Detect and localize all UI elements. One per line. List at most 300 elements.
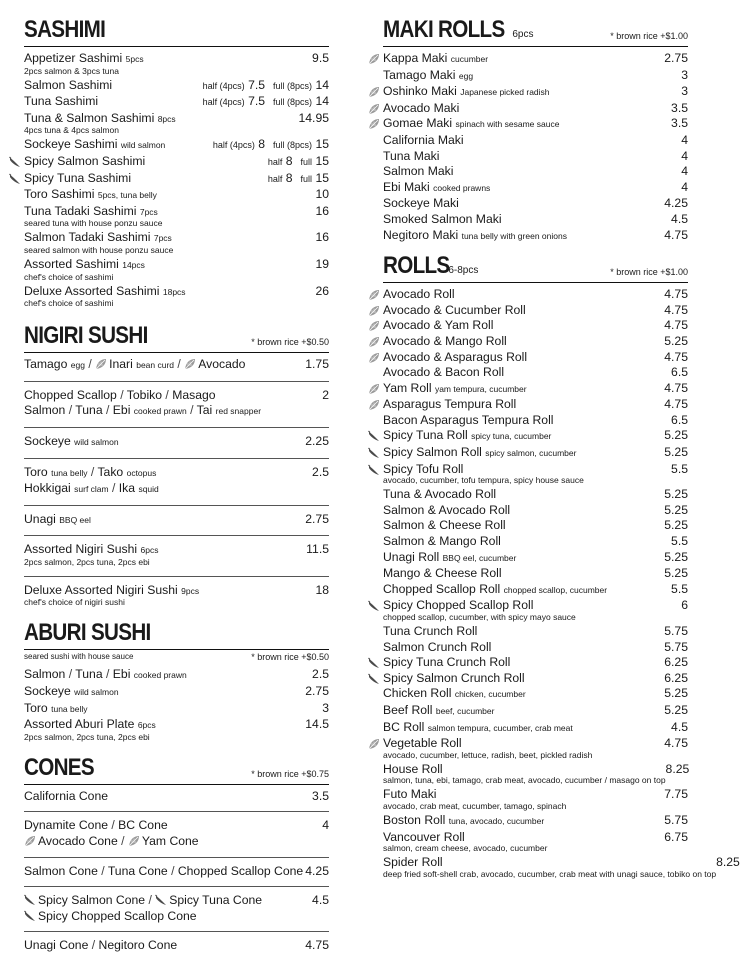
menu-item-name: Hokkigai: [24, 481, 71, 496]
menu-item-group: [24, 505, 329, 529]
menu-item-price: [260, 154, 329, 171]
menu-item-detail: octopus: [126, 467, 157, 478]
separator: /: [120, 387, 124, 402]
menu-item-name-block: [383, 550, 516, 567]
menu-item-group: [24, 684, 329, 701]
menu-item-name: Unagi: [24, 511, 56, 526]
menu-item-name-block: [383, 196, 459, 212]
vegetarian-leaf-icon: [368, 305, 380, 317]
menu-item-group: [24, 931, 329, 954]
menu-item-price: 5.25: [664, 549, 688, 564]
menu-item-name: Ebi Maki: [383, 179, 430, 194]
menu-item-name: Inari: [109, 357, 133, 372]
menu-item-name-block: [383, 84, 550, 101]
menu-item-detail: egg: [458, 70, 474, 81]
menu-item-price: 4.5: [671, 719, 688, 734]
menu-item-price: 5.5: [671, 461, 688, 476]
menu-item-price: 6.5: [671, 365, 688, 380]
menu-item-detail: 14pcs: [122, 259, 145, 270]
full-label: full: [300, 156, 313, 167]
brown-rice-note: * brown rice +$1.00: [610, 31, 688, 41]
vegetarian-leaf-icon: [368, 103, 380, 115]
menu-item-detail: chicken, cucumber: [454, 689, 526, 700]
menu-item: [383, 381, 688, 398]
left-column: [24, 16, 329, 954]
menu-item-price: 6.25: [664, 670, 688, 685]
menu-item-name-block: [383, 640, 491, 656]
menu-item-name: Negitoro Maki: [383, 227, 459, 242]
menu-item-line: [24, 667, 187, 684]
menu-item: [383, 318, 688, 334]
menu-item-detail: surf clam: [74, 484, 109, 495]
menu-item-detail: 6pcs: [137, 720, 156, 731]
menu-item-price: 4.75: [664, 380, 688, 395]
menu-item-name: Yam Roll: [383, 380, 432, 395]
menu-item-name-block: [24, 137, 165, 154]
full-label: full (8pcs): [273, 97, 313, 108]
menu-item-name: Dynamite Cone: [24, 818, 108, 833]
spicy-chili-icon: [368, 447, 380, 459]
menu-item-price: 4: [681, 164, 688, 179]
menu-item-name: Spicy Tofu Roll: [383, 461, 464, 476]
menu-item-name-block: [24, 171, 131, 187]
spicy-chili-icon: [9, 173, 21, 185]
full-price: 14: [315, 77, 329, 92]
menu-item-detail: tuna, avocado, cucumber: [448, 815, 545, 826]
menu-item: [383, 133, 688, 149]
vegetarian-leaf-icon: [368, 399, 380, 411]
menu-item-name: Tai: [196, 403, 213, 418]
menu-item-name-block: [383, 855, 716, 881]
menu-item: [383, 686, 688, 703]
menu-item: [383, 598, 688, 624]
menu-item-detail: chopped scallop, cucumber: [503, 584, 608, 595]
menu-item-detail: spicy tuna, cucumber: [471, 431, 552, 442]
menu-item-group-names: [24, 583, 199, 610]
menu-item-line: [24, 357, 245, 374]
menu-item: [24, 284, 329, 311]
menu-item-line: [24, 909, 262, 925]
menu-item-price: 6.5: [671, 412, 688, 427]
vegetarian-leaf-icon: [184, 358, 196, 370]
menu-item-line: [24, 481, 159, 498]
menu-item-name: Salmon: [24, 403, 66, 418]
aburi-description-row: [24, 652, 329, 665]
separator: /: [171, 863, 175, 878]
menu-item-group-names: [24, 434, 119, 451]
menu-item-name: Bacon Asparagus Tempura Roll: [383, 412, 554, 427]
menu-item: [383, 640, 688, 656]
menu-item-name: Sockeye: [24, 684, 71, 699]
menu-item-group: [24, 811, 329, 849]
menu-item-price: 3.5: [671, 100, 688, 115]
menu-item-name: Spicy Tuna Roll: [383, 428, 468, 443]
menu-item-name: Tuna: [75, 403, 103, 418]
brown-rice-note: * brown rice +$0.75: [251, 768, 329, 779]
menu-item-name: Avocado & Yam Roll: [383, 318, 494, 333]
menu-item-group: [24, 381, 329, 420]
menu-item-name-block: [383, 381, 527, 398]
menu-item-detail: wild salmon: [120, 140, 166, 151]
menu-item-group-names: [24, 717, 156, 744]
spicy-chili-icon: [9, 156, 21, 168]
menu-item-price: 5.25: [664, 428, 688, 443]
menu-item: [383, 518, 688, 534]
menu-item-name: Unagi Roll: [383, 549, 440, 564]
menu-item-name: Avocado & Bacon Roll: [383, 365, 505, 380]
separator: /: [177, 357, 181, 372]
separator: /: [112, 481, 116, 496]
menu-item-price: 4.75: [664, 397, 688, 412]
menu-item-name: Tuna Cone: [107, 863, 168, 878]
menu-item-name: Tuna Sashimi: [24, 94, 99, 109]
menu-item-name-block: [383, 318, 493, 334]
menu-item-name: Spicy Chopped Scallop Roll: [383, 598, 534, 613]
menu-item-name-block: [383, 228, 567, 245]
menu-item-name: Ebi: [112, 403, 131, 418]
menu-item-price: 2.5: [312, 464, 329, 479]
menu-item-name-block: [24, 111, 176, 138]
menu-item-detail: tuna belly with green onions: [461, 230, 567, 241]
menu-item-name: California Cone: [24, 788, 109, 803]
full-price: 15: [315, 153, 329, 168]
half-price: 7.5: [248, 77, 266, 92]
menu-item-price: 5.75: [664, 639, 688, 654]
cones-section: [24, 754, 329, 954]
vegetarian-leaf-icon: [368, 320, 380, 332]
aburi-description: seared sushi with house sauce: [24, 652, 134, 662]
menu-item: [383, 462, 688, 488]
menu-item-name: Salmon Crunch Roll: [383, 639, 492, 654]
menu-item-description: salmon, tuna, ebi, tamago, crab meat, avocado, cucumber / masago on top: [383, 775, 666, 786]
menu-item-name: Sockeye Maki: [383, 196, 459, 211]
menu-item-name: Smoked Salmon Maki: [383, 211, 502, 226]
menu-item: [383, 84, 688, 101]
half-label: half: [267, 156, 283, 167]
menu-item-name: Salmon & Mango Roll: [383, 534, 501, 549]
menu-item: [383, 212, 688, 228]
menu-item-group: [24, 701, 329, 718]
vegetarian-leaf-icon: [95, 358, 107, 370]
menu-item-price: 4.5: [312, 893, 329, 908]
menu-item-name-block: [383, 813, 544, 830]
menu-item: [383, 228, 688, 245]
separator: /: [190, 403, 194, 418]
menu-item: [383, 830, 688, 856]
spicy-chili-icon: [24, 894, 36, 906]
half-label: half (4pcs): [212, 140, 255, 151]
menu-item-name-block: [383, 503, 510, 519]
menu-item-line: [24, 834, 199, 850]
menu-item-group: [24, 357, 329, 374]
menu-item-detail: BBQ eel: [59, 514, 91, 525]
menu-item-name: Tamago: [24, 357, 68, 372]
menu-item-detail: 7pcs: [139, 206, 158, 217]
menu-item-name: Chopped Scallop: [24, 387, 117, 402]
menu-item: [383, 164, 688, 180]
spicy-chili-icon: [368, 600, 380, 612]
menu-item: [383, 68, 688, 85]
menu-item: [24, 187, 329, 204]
menu-item-group-names: [24, 701, 88, 718]
menu-item-detail: spicy salmon, cucumber: [485, 448, 577, 459]
menu-item: [383, 550, 688, 567]
menu-item-name-block: [383, 566, 502, 582]
menu-item-price: 26: [315, 283, 329, 298]
menu-item-description: deep fried soft-shell crab, avocado, cucumber, crab meat with unagi sauce, tobiko on top: [383, 868, 717, 879]
menu-item-name-block: [383, 212, 502, 228]
menu-item-name: Chopped Scallop Cone: [177, 863, 304, 878]
menu-item-description: avocado, cucumber, lettuce, radish, beet, pickled radish: [383, 749, 593, 760]
menu-item-line: [24, 938, 177, 954]
menu-item-price: 7.75: [664, 787, 688, 802]
menu-item: [24, 204, 329, 231]
menu-item-price: 5.25: [664, 502, 688, 517]
menu-item-name-block: [383, 350, 527, 366]
menu-item-price: [260, 171, 329, 188]
menu-item-name: Oshinko Maki: [383, 84, 457, 99]
full-price: 15: [315, 137, 329, 152]
separator: /: [111, 818, 115, 833]
menu-item-price: 3: [322, 700, 329, 715]
spicy-chili-icon: [155, 894, 167, 906]
menu-item-name: Spicy Tuna Sashimi: [24, 170, 132, 185]
maki-title: MAKI ROLLS: [383, 16, 505, 43]
menu-item-group-names: [24, 684, 119, 701]
menu-item-name: Masago: [172, 387, 216, 402]
menu-item-price: 5.25: [664, 702, 688, 717]
menu-item-line: [24, 465, 159, 482]
separator: /: [165, 387, 169, 402]
menu-item: [383, 487, 688, 503]
menu-item-name-block: [24, 204, 162, 231]
menu-item: [383, 582, 688, 599]
menu-item-name: Deluxe Assorted Nigiri Sushi: [24, 582, 178, 597]
menu-item-name: Tobiko: [126, 387, 163, 402]
cones-section-header: [24, 754, 329, 785]
full-price: 15: [315, 170, 329, 185]
menu-item-name: Assorted Sashimi: [24, 256, 119, 271]
menu-item-price: 5.5: [671, 534, 688, 549]
menu-item-price: 5.75: [664, 812, 688, 827]
half-price: 8: [285, 170, 293, 185]
vegetarian-leaf-icon: [368, 289, 380, 301]
menu-item-description: 2pcs salmon, 2pcs tuna, 2pcs ebi: [24, 556, 150, 567]
rolls-section-header: [383, 252, 688, 283]
menu-item-name-block: [383, 51, 488, 68]
menu-item-name-block: [383, 397, 516, 413]
menu-item: [383, 624, 688, 640]
menu-item-name-block: [383, 518, 506, 534]
menu-item-price: 4.25: [305, 863, 329, 878]
menu-item-name: Toro: [24, 464, 48, 479]
menu-item-name: Ika: [118, 481, 136, 496]
menu-item-price: 2.75: [305, 511, 329, 526]
menu-item-description: chef's choice of nigiri sushi: [24, 597, 125, 608]
menu-item: [383, 566, 688, 582]
menu-item-name: Spicy Salmon Crunch Roll: [383, 670, 525, 685]
menu-item: [383, 350, 688, 366]
menu-item-name: Avocado & Asparagus Roll: [383, 349, 528, 364]
menu-item-name: Salmon Tadaki Sashimi: [24, 230, 151, 245]
menu-item-group: [24, 535, 329, 569]
menu-item-name: Vegetable Roll: [383, 736, 462, 751]
menu-item-line: [24, 684, 119, 701]
vegetarian-leaf-icon: [24, 835, 36, 847]
menu-item-name: Kappa Maki: [383, 51, 448, 65]
menu-item-description: 2pcs salmon, 2pcs tuna, 2pcs ebi: [24, 731, 150, 742]
menu-item-name: Tuna: [75, 667, 103, 682]
menu-item-line: [24, 512, 91, 529]
menu-item-detail: bean curd: [136, 360, 175, 371]
menu-item-group-names: [24, 893, 262, 924]
aburi-section-header: [24, 619, 329, 650]
menu-item-detail: egg: [70, 360, 85, 371]
menu-item-description: avocado, cucumber, tofu tempura, spicy house sauce: [383, 475, 584, 486]
menu-item-price: 5.25: [664, 566, 688, 581]
separator: /: [106, 667, 110, 682]
menu-item-price: 5.25: [664, 686, 688, 701]
menu-item-line: [24, 893, 262, 909]
rolls-title: ROLLS: [383, 252, 450, 280]
menu-item: [383, 149, 688, 165]
vegetarian-leaf-icon: [368, 352, 380, 364]
menu-item-detail: 5pcs, tuna belly: [97, 190, 157, 201]
menu-item-name-block: [383, 487, 496, 503]
menu-item-name-block: [383, 830, 547, 856]
menu-item-name-block: [383, 736, 592, 762]
menu-item-price: 1.75: [305, 357, 329, 372]
menu-item-price: 6.25: [664, 655, 688, 670]
menu-item: [383, 413, 688, 429]
menu-item-name: BC Roll: [383, 719, 425, 734]
menu-item-detail: beef, cucumber: [435, 705, 495, 716]
menu-item-name-block: [24, 78, 112, 94]
menu-item: [383, 503, 688, 519]
menu-item-name: Chicken Roll: [383, 686, 452, 701]
menu-item-price: 2.25: [305, 433, 329, 448]
menu-item-price: 5.5: [671, 581, 688, 596]
menu-item-name-block: [383, 787, 566, 813]
menu-item-name: Tuna Maki: [383, 148, 440, 163]
menu-item-name-block: [383, 365, 504, 381]
menu-item-name-block: [383, 164, 453, 180]
menu-item-name: Ebi: [112, 667, 131, 682]
separator: /: [68, 667, 73, 682]
menu-item-group: [24, 458, 329, 498]
full-label: full: [300, 173, 313, 184]
separator: /: [121, 834, 125, 849]
menu-item-price: 5.25: [664, 333, 688, 348]
menu-item-name: Chopped Scallop Roll: [383, 581, 501, 596]
menu-item-name: Salmon & Avocado Roll: [383, 502, 511, 517]
menu-item-name-block: [383, 180, 490, 197]
menu-item: [383, 762, 688, 788]
menu-item-description: chef's choice of sashimi: [24, 298, 114, 309]
half-price: 8: [285, 153, 293, 168]
menu-item-detail: wild salmon: [74, 436, 119, 447]
menu-item-name-block: [383, 598, 576, 624]
separator: /: [101, 863, 105, 878]
menu-item-name-block: [383, 68, 473, 85]
menu-item-group: [24, 789, 329, 805]
menu-item-name: Salmon: [24, 667, 66, 682]
menu-item: [383, 101, 688, 117]
menu-item-price: [195, 94, 329, 111]
menu-item-price: 4.75: [664, 227, 688, 242]
menu-item: [383, 397, 688, 413]
separator: /: [68, 403, 73, 418]
menu-item-description: chopped scallop, cucumber, with spicy mayo sauce: [383, 612, 576, 622]
menu-item-name: Avocado & Mango Roll: [383, 333, 507, 348]
menu-item-name-block: [383, 720, 573, 737]
menu-item-group-names: [24, 789, 108, 805]
menu-item: [383, 334, 688, 350]
separator: /: [106, 403, 110, 418]
sashimi-section: [24, 16, 329, 310]
menu-item: [383, 287, 688, 303]
menu-item: [24, 137, 329, 154]
menu-item-line: [24, 701, 88, 718]
menu-item-detail: wild salmon: [74, 687, 119, 698]
menu-item-detail: tuna belly: [51, 467, 88, 478]
menu-item-detail: tuna belly: [51, 703, 88, 714]
menu-item-group: [24, 667, 329, 684]
menu-item-price: 2.5: [312, 667, 329, 682]
menu-item-name-block: [24, 284, 186, 311]
menu-item-line: [24, 789, 108, 805]
menu-item-description: chef's choice of sashimi: [24, 271, 114, 282]
menu-item: [383, 720, 688, 737]
menu-item-name-block: [24, 94, 98, 110]
menu-item-price: 2.75: [305, 684, 329, 699]
menu-item-detail: yam tempura, cucumber: [434, 383, 527, 394]
menu-item: [383, 736, 688, 762]
menu-item-group-names: [24, 465, 159, 498]
menu-item-detail: 7pcs: [153, 233, 172, 244]
aburi-section: [24, 619, 329, 743]
menu-item-price: 10: [315, 187, 329, 202]
menu-item-price: [205, 137, 329, 154]
menu-item-name: Assorted Nigiri Sushi: [24, 542, 138, 557]
menu-item-detail: cucumber: [450, 54, 489, 64]
menu-item-price: 8.25: [716, 855, 740, 870]
menu-item: [383, 180, 688, 197]
menu-item-price: 5.25: [664, 518, 688, 533]
vegetarian-leaf-icon: [368, 86, 380, 98]
menu-item-price: 6.75: [664, 829, 688, 844]
half-price: 7.5: [248, 94, 266, 109]
spicy-chili-icon: [24, 910, 36, 922]
menu-item-price: 4: [681, 179, 688, 194]
menu-item-description: salmon, cream cheese, avocado, cucumber: [383, 843, 548, 854]
menu-item-name-block: [383, 413, 554, 429]
menu-item-price: 5.25: [664, 445, 688, 460]
menu-item-name-block: [383, 534, 501, 550]
cones-title: CONES: [24, 753, 94, 781]
menu-item-detail: BBQ eel, cucumber: [442, 552, 517, 563]
menu-item-name-block: [383, 116, 559, 133]
menu-item-price: 4.75: [664, 349, 688, 364]
menu-item-line: [24, 403, 261, 420]
menu-item-price: 4.5: [671, 211, 688, 226]
menu-item-name: Salmon Maki: [383, 164, 454, 179]
menu-item-price: [195, 78, 329, 95]
menu-item-price: 4.25: [664, 196, 688, 211]
sashimi-title: SASHIMI: [24, 16, 106, 43]
menu-item-group: [24, 857, 329, 880]
menu-item-price: 4: [681, 132, 688, 147]
